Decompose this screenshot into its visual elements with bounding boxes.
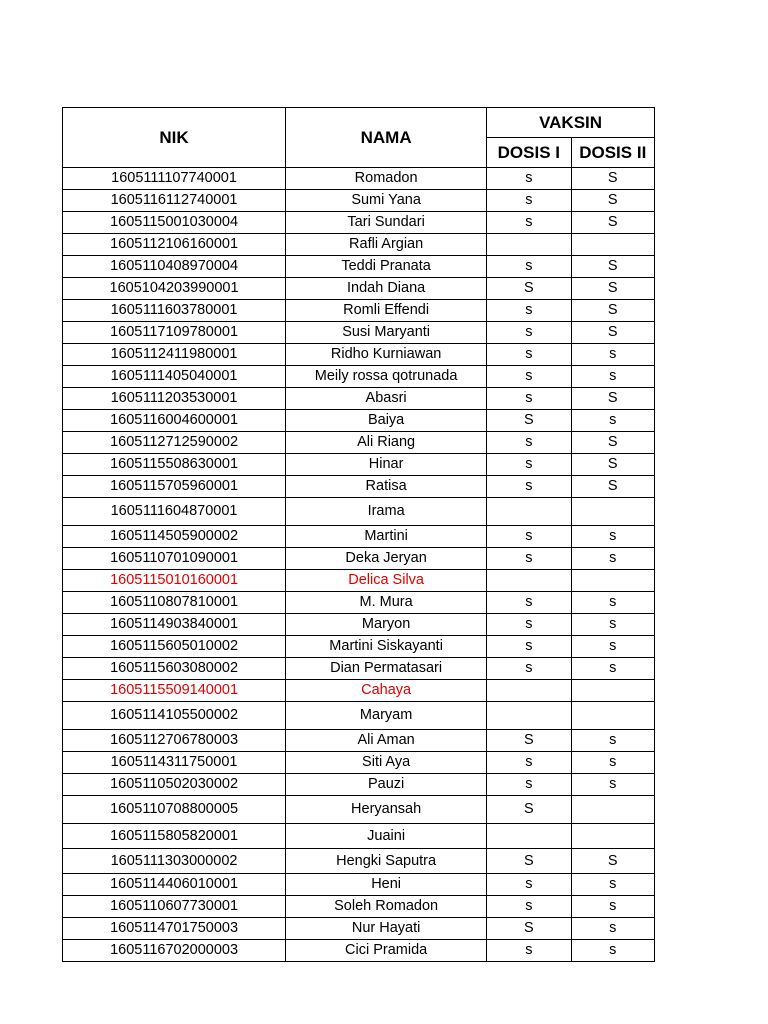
dosis-2-cell xyxy=(571,234,654,256)
dosis-1-cell: s xyxy=(487,168,571,190)
nama-cell: Heni xyxy=(286,874,487,896)
dosis-2-cell: S xyxy=(571,849,654,874)
dosis-2-cell: s xyxy=(571,526,654,548)
dosis-2-cell: S xyxy=(571,212,654,234)
nik-cell: 1605115001030004 xyxy=(63,212,286,234)
table-row xyxy=(63,614,655,636)
dosis-1-cell: s xyxy=(487,548,571,570)
nama-cell: Martini Siskayanti xyxy=(286,636,487,658)
table-row xyxy=(63,212,655,234)
table-row xyxy=(63,300,655,322)
table-row xyxy=(63,256,655,278)
nama-cell: M. Mura xyxy=(286,592,487,614)
nama-cell: Rafli Argian xyxy=(286,234,487,256)
header-nama: NAMA xyxy=(286,108,487,168)
table-row xyxy=(63,410,655,432)
nik-cell: 1605116702000003 xyxy=(63,940,286,962)
dosis-1-cell: s xyxy=(487,636,571,658)
dosis-2-cell: s xyxy=(571,874,654,896)
table-row xyxy=(63,322,655,344)
nik-cell: 1605110701090001 xyxy=(63,548,286,570)
nik-cell: 1605115509140001 xyxy=(63,680,286,702)
header-row-top xyxy=(63,108,655,138)
nik-cell: 1605110708800005 xyxy=(63,796,286,824)
dosis-2-cell: s xyxy=(571,614,654,636)
dosis-1-cell: s xyxy=(487,432,571,454)
dosis-1-cell: S xyxy=(487,730,571,752)
table-row xyxy=(63,454,655,476)
nama-cell: Ali Riang xyxy=(286,432,487,454)
nik-cell: 1605104203990001 xyxy=(63,278,286,300)
nik-cell: 1605111405040001 xyxy=(63,366,286,388)
nama-cell: Delica Silva xyxy=(286,570,487,592)
nama-cell: Tari Sundari xyxy=(286,212,487,234)
nama-cell: Romadon xyxy=(286,168,487,190)
nama-cell: Juaini xyxy=(286,824,487,849)
vaccination-table xyxy=(62,107,655,962)
table-row xyxy=(63,388,655,410)
dosis-1-cell: s xyxy=(487,592,571,614)
nama-cell: Baiya xyxy=(286,410,487,432)
dosis-1-cell xyxy=(487,702,571,730)
dosis-2-cell: s xyxy=(571,752,654,774)
nama-cell: Susi Maryanti xyxy=(286,322,487,344)
dosis-2-cell: s xyxy=(571,410,654,432)
dosis-2-cell: S xyxy=(571,322,654,344)
table-row xyxy=(63,680,655,702)
nik-cell: 1605112106160001 xyxy=(63,234,286,256)
table-row xyxy=(63,168,655,190)
nik-cell: 1605111107740001 xyxy=(63,168,286,190)
nik-cell: 1605115603080002 xyxy=(63,658,286,680)
nama-cell: Heryansah xyxy=(286,796,487,824)
dosis-2-cell xyxy=(571,796,654,824)
nama-cell: Irama xyxy=(286,498,487,526)
dosis-1-cell: s xyxy=(487,774,571,796)
nik-cell: 1605114406010001 xyxy=(63,874,286,896)
nik-cell: 1605114105500002 xyxy=(63,702,286,730)
dosis-2-cell: S xyxy=(571,454,654,476)
dosis-2-cell: s xyxy=(571,592,654,614)
table-row xyxy=(63,824,655,849)
dosis-1-cell: S xyxy=(487,796,571,824)
table-body xyxy=(63,168,655,962)
dosis-2-cell: S xyxy=(571,300,654,322)
nik-cell: 1605114701750003 xyxy=(63,918,286,940)
nik-cell: 1605112411980001 xyxy=(63,344,286,366)
nama-cell: Hinar xyxy=(286,454,487,476)
nama-cell: Cici Pramida xyxy=(286,940,487,962)
dosis-2-cell: s xyxy=(571,658,654,680)
table-row xyxy=(63,190,655,212)
nama-cell: Dian Permatasari xyxy=(286,658,487,680)
nama-cell: Siti Aya xyxy=(286,752,487,774)
nama-cell: Teddi Pranata xyxy=(286,256,487,278)
dosis-1-cell: s xyxy=(487,752,571,774)
dosis-2-cell: S xyxy=(571,278,654,300)
dosis-2-cell: s xyxy=(571,774,654,796)
table-row xyxy=(63,344,655,366)
nik-cell: 1605110807810001 xyxy=(63,592,286,614)
dosis-2-cell: s xyxy=(571,918,654,940)
dosis-1-cell: s xyxy=(487,526,571,548)
dosis-1-cell: s xyxy=(487,322,571,344)
header-dosis-2: DOSIS II xyxy=(571,138,654,168)
nik-cell: 1605111203530001 xyxy=(63,388,286,410)
header-vaksin: VAKSIN xyxy=(487,108,655,138)
dosis-2-cell xyxy=(571,498,654,526)
nama-cell: Ratisa xyxy=(286,476,487,498)
dosis-1-cell: s xyxy=(487,874,571,896)
nik-cell: 1605114311750001 xyxy=(63,752,286,774)
nik-cell: 1605115605010002 xyxy=(63,636,286,658)
nama-cell: Martini xyxy=(286,526,487,548)
table-row xyxy=(63,702,655,730)
dosis-1-cell: s xyxy=(487,896,571,918)
dosis-2-cell xyxy=(571,680,654,702)
dosis-1-cell: s xyxy=(487,300,571,322)
dosis-1-cell xyxy=(487,680,571,702)
dosis-2-cell xyxy=(571,570,654,592)
dosis-1-cell xyxy=(487,234,571,256)
dosis-1-cell: S xyxy=(487,918,571,940)
dosis-1-cell xyxy=(487,498,571,526)
dosis-2-cell: s xyxy=(571,896,654,918)
table-row xyxy=(63,476,655,498)
nama-cell: Maryon xyxy=(286,614,487,636)
table-row xyxy=(63,796,655,824)
table-row xyxy=(63,548,655,570)
dosis-1-cell: s xyxy=(487,256,571,278)
nama-cell: Deka Jeryan xyxy=(286,548,487,570)
dosis-2-cell xyxy=(571,702,654,730)
dosis-2-cell: S xyxy=(571,256,654,278)
table-row xyxy=(63,570,655,592)
table-row xyxy=(63,874,655,896)
nik-cell: 1605116004600001 xyxy=(63,410,286,432)
nama-cell: Sumi Yana xyxy=(286,190,487,212)
table-row xyxy=(63,940,655,962)
dosis-1-cell: s xyxy=(487,388,571,410)
nama-cell: Soleh Romadon xyxy=(286,896,487,918)
header-dosis-1: DOSIS I xyxy=(487,138,571,168)
nik-cell: 1605111603780001 xyxy=(63,300,286,322)
nama-cell: Indah Diana xyxy=(286,278,487,300)
nik-cell: 1605115805820001 xyxy=(63,824,286,849)
nik-cell: 1605114505900002 xyxy=(63,526,286,548)
nama-cell: Ali Aman xyxy=(286,730,487,752)
nama-cell: Romli Effendi xyxy=(286,300,487,322)
dosis-2-cell: s xyxy=(571,344,654,366)
dosis-1-cell: S xyxy=(487,410,571,432)
dosis-1-cell: s xyxy=(487,366,571,388)
table-row xyxy=(63,636,655,658)
table-row xyxy=(63,234,655,256)
dosis-1-cell: s xyxy=(487,454,571,476)
dosis-1-cell: s xyxy=(487,614,571,636)
dosis-1-cell: s xyxy=(487,940,571,962)
table-row xyxy=(63,730,655,752)
table-row xyxy=(63,849,655,874)
nik-cell: 1605110502030002 xyxy=(63,774,286,796)
dosis-1-cell xyxy=(487,570,571,592)
table-row xyxy=(63,918,655,940)
nama-cell: Ridho Kurniawan xyxy=(286,344,487,366)
dosis-1-cell: s xyxy=(487,658,571,680)
nik-cell: 1605114903840001 xyxy=(63,614,286,636)
dosis-2-cell xyxy=(571,824,654,849)
nama-cell: Maryam xyxy=(286,702,487,730)
dosis-2-cell: s xyxy=(571,940,654,962)
dosis-2-cell: S xyxy=(571,168,654,190)
table-row xyxy=(63,526,655,548)
table-row xyxy=(63,366,655,388)
nama-cell: Pauzi xyxy=(286,774,487,796)
table-row xyxy=(63,752,655,774)
nik-cell: 1605112712590002 xyxy=(63,432,286,454)
header-nik: NIK xyxy=(63,108,286,168)
dosis-2-cell: s xyxy=(571,548,654,570)
table-row xyxy=(63,658,655,680)
table-row xyxy=(63,896,655,918)
nik-cell: 1605111604870001 xyxy=(63,498,286,526)
nama-cell: Nur Hayati xyxy=(286,918,487,940)
table-row xyxy=(63,774,655,796)
nik-cell: 1605115705960001 xyxy=(63,476,286,498)
nik-cell: 1605111303000002 xyxy=(63,849,286,874)
dosis-1-cell: s xyxy=(487,344,571,366)
dosis-1-cell: S xyxy=(487,849,571,874)
dosis-2-cell: s xyxy=(571,366,654,388)
table-row xyxy=(63,498,655,526)
dosis-2-cell: S xyxy=(571,388,654,410)
dosis-1-cell xyxy=(487,824,571,849)
table-row xyxy=(63,278,655,300)
nik-cell: 1605110607730001 xyxy=(63,896,286,918)
nama-cell: Cahaya xyxy=(286,680,487,702)
dosis-2-cell: s xyxy=(571,636,654,658)
table-row xyxy=(63,432,655,454)
dosis-2-cell: S xyxy=(571,432,654,454)
nik-cell: 1605110408970004 xyxy=(63,256,286,278)
dosis-1-cell: s xyxy=(487,476,571,498)
nik-cell: 1605115508630001 xyxy=(63,454,286,476)
dosis-2-cell: S xyxy=(571,190,654,212)
nama-cell: Hengki Saputra xyxy=(286,849,487,874)
nik-cell: 1605117109780001 xyxy=(63,322,286,344)
nama-cell: Meily rossa qotrunada xyxy=(286,366,487,388)
dosis-1-cell: s xyxy=(487,190,571,212)
table-row xyxy=(63,592,655,614)
dosis-2-cell: s xyxy=(571,730,654,752)
nik-cell: 1605116112740001 xyxy=(63,190,286,212)
dosis-1-cell: s xyxy=(487,212,571,234)
dosis-2-cell: S xyxy=(571,476,654,498)
nik-cell: 1605115010160001 xyxy=(63,570,286,592)
nik-cell: 1605112706780003 xyxy=(63,730,286,752)
dosis-1-cell: S xyxy=(487,278,571,300)
nama-cell: Abasri xyxy=(286,388,487,410)
